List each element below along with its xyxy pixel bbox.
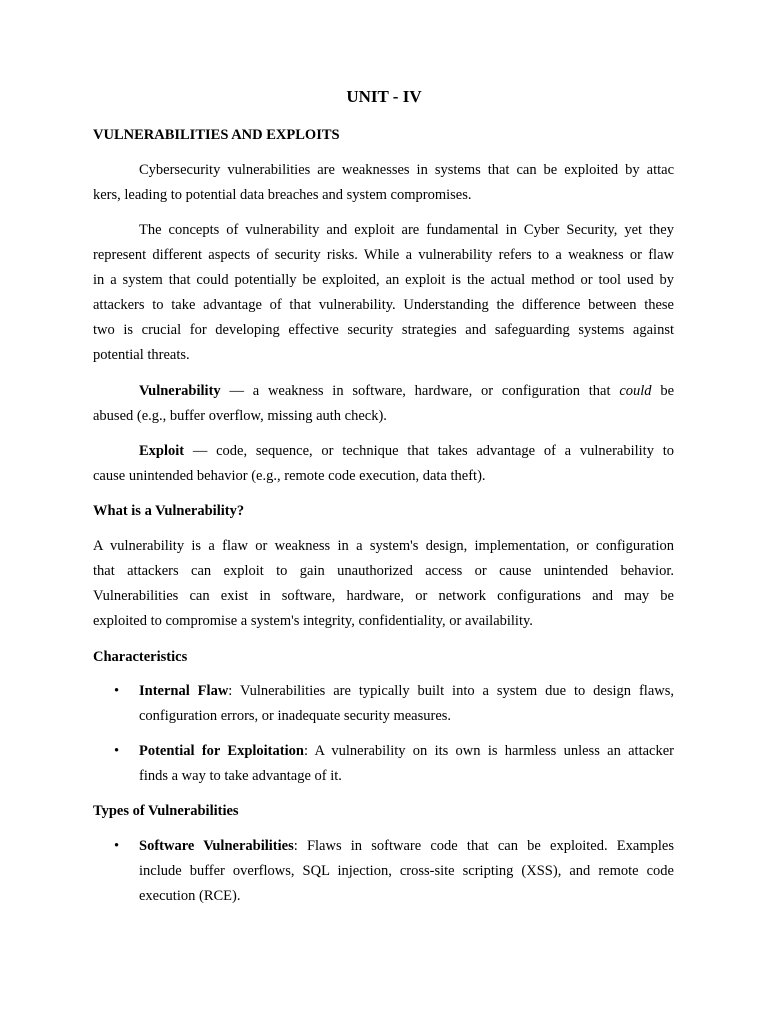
section-heading: VULNERABILITIES AND EXPLOITS [93, 127, 340, 143]
concepts-line-1: The concepts of vulnerability and exploit are fundamental in Cyber Security, yet they [139, 222, 674, 238]
concepts-line-2: represent different aspects of security risks. While a vulnerability refers to a weakness or flaw [93, 247, 674, 263]
exploit-definition-line-1 [139, 441, 674, 461]
type-text: : Flaws in software code that can be exploited. Examples [293, 838, 674, 854]
vulnerability-emphasis: could [619, 383, 652, 399]
intro-line-2: kers, leading to potential data breaches and system compromises. [93, 187, 472, 203]
what-is-heading: What is a Vulnerability? [93, 503, 245, 519]
bullet-icon: • [114, 838, 120, 854]
intro-line-1: Cybersecurity vulnerabilities are weaknesses in systems that can be exploited by attac [139, 162, 674, 178]
bullet-icon: • [114, 743, 120, 759]
exploit-term: Exploit [139, 443, 185, 459]
unit-title: UNIT - IV [346, 87, 422, 106]
what-is-line-4: exploited to compromise a system's integrity, confidentiality, or availability. [93, 613, 533, 629]
types-heading: Types of Vulnerabilities [93, 803, 239, 819]
what-is-line-2: that attackers can exploit to gain unauthorized access or cause unintended behavior. [93, 563, 674, 579]
characteristics-heading: Characteristics [93, 649, 188, 665]
characteristic-item-line-2: configuration errors, or inadequate security measures. [139, 708, 452, 724]
what-is-line-1: A vulnerability is a flaw or weakness in a system's design, implementation, or configuration [93, 538, 674, 554]
type-item-line-2: include buffer overflows, SQL injection, cross-site scripting (XSS), and remote code [139, 863, 674, 879]
vulnerability-term: Vulnerability [139, 383, 221, 399]
vulnerability-definition-line-2: abused (e.g., buffer overflow, missing auth check). [93, 408, 387, 424]
vulnerability-definition-line-1 [139, 381, 674, 401]
exploit-definition-line-2: cause unintended behavior (e.g., remote code execution, data theft). [93, 468, 486, 484]
concepts-line-5: two is crucial for developing effective security strategies and safeguarding systems against [93, 322, 674, 338]
characteristic-item-line-1 [139, 681, 674, 701]
what-is-line-3: Vulnerabilities can exist in software, hardware, or network configurations and may be [93, 588, 674, 604]
type-item-line-3: execution (RCE). [139, 888, 241, 904]
bullet-icon: • [114, 683, 120, 699]
exploit-text-a: — code, sequence, or technique that takes advantage of a vulnerability to [184, 443, 674, 459]
type-term: Software Vulnerabilities [139, 838, 294, 854]
characteristic-text: : Vulnerabilities are typically built into a system due to design flaws, [228, 683, 674, 699]
characteristic-term: Internal Flaw [139, 683, 229, 699]
type-item-line-1 [139, 836, 674, 856]
concepts-line-6: potential threats. [93, 347, 190, 363]
characteristic-term: Potential for Exploitation [139, 743, 304, 759]
characteristic-text: : A vulnerability on its own is harmless unless an attacker [303, 743, 674, 759]
characteristic-item-line-1 [139, 741, 674, 761]
concepts-line-3: in a system that could potentially be exploited, an exploit is the actual method or tool used by [93, 272, 674, 288]
characteristic-item-line-2: finds a way to take advantage of it. [139, 768, 342, 784]
vulnerability-text-a: — a weakness in software, hardware, or configuration that [220, 383, 620, 399]
vulnerability-text-b: be [651, 383, 674, 399]
concepts-line-4: attackers to take advantage of that vulnerability. Understanding the difference between these [93, 297, 674, 313]
